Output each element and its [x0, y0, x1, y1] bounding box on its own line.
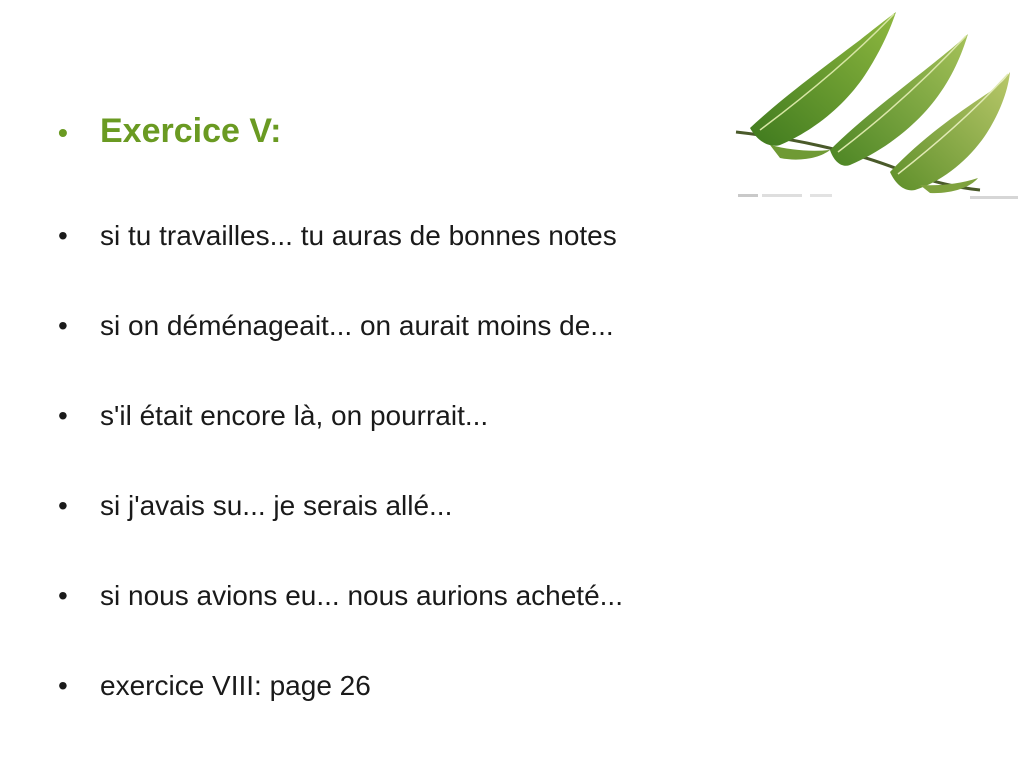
list-item-text: si j'avais su... je serais allé...: [100, 490, 453, 521]
list-item-text: si tu travailles... tu auras de bonnes notes: [100, 220, 617, 251]
list-item: [58, 670, 371, 702]
bullet-symbol: •: [58, 580, 68, 611]
list-item: [58, 400, 488, 432]
list-item-text: si on déménageait... on aurait moins de...: [100, 310, 614, 341]
slide-title: Exercice V:: [100, 112, 282, 150]
bullet-symbol: •: [58, 490, 68, 521]
list-item: [58, 310, 614, 342]
bullet-symbol: •: [58, 670, 68, 701]
bullet-symbol: •: [58, 220, 68, 251]
bullet-symbol: •: [58, 400, 68, 431]
list-item-text: si nous avions eu... nous aurions acheté...: [100, 580, 623, 611]
list-item: [58, 490, 452, 522]
bullet-symbol: •: [58, 310, 68, 341]
list-item: [58, 580, 623, 612]
title-bullet: [58, 112, 281, 151]
list-item-text: exercice VIII: page 26: [100, 670, 371, 701]
list-item: [58, 220, 617, 252]
bullet-symbol: •: [58, 117, 68, 148]
list-item-text: s'il était encore là, on pourrait...: [100, 400, 489, 431]
green-leaves-image: [730, 0, 1024, 215]
